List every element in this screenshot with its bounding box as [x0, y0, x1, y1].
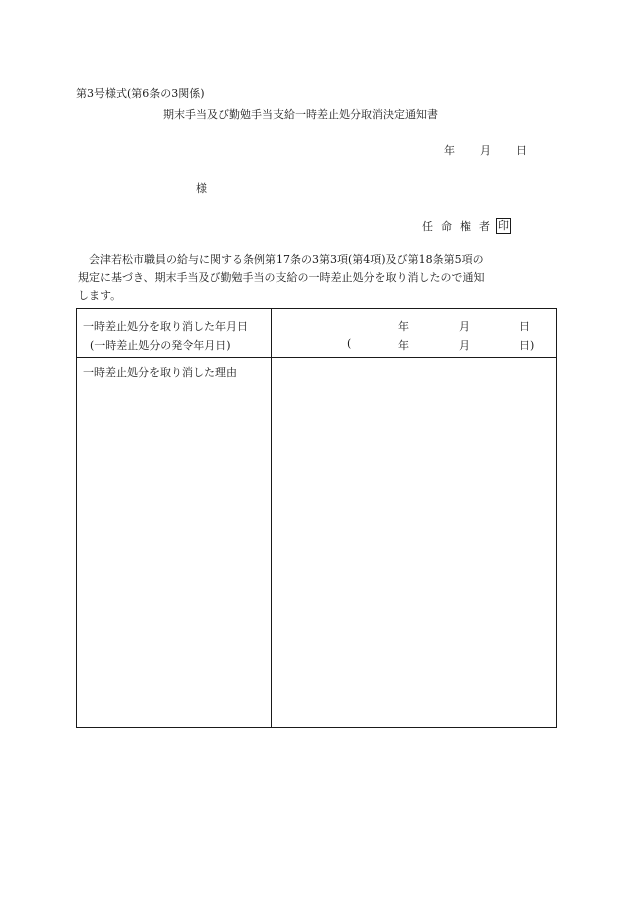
cancellation-date-month: 月 — [459, 320, 470, 333]
suspension-order-date-day: 日) — [519, 339, 535, 352]
appointer-label: 任命権者 — [422, 220, 498, 233]
issue-date-year: 年 — [444, 144, 455, 157]
suspension-order-date-year: 年 — [398, 339, 409, 352]
notice-body-line: します。 — [78, 289, 122, 302]
form-number: 第3号様式(第6条の3関係) — [76, 87, 205, 100]
addressee-honorific: 様 — [196, 182, 207, 195]
issue-date-month: 月 — [480, 144, 491, 157]
suspension-order-date-label: (一時差止処分の発令年月日) — [90, 339, 231, 352]
document-title: 期末手当及び勤勉手当支給一時差止処分取消決定通知書 — [163, 108, 438, 121]
notice-body-line: 規定に基づき、期末手当及び勤勉手当の支給の一時差止処分を取り消したので通知 — [78, 271, 485, 284]
notice-body-line: 会津若松市職員の給与に関する条例第17条の3第3項(第4項)及び第18条第5項の — [89, 253, 484, 266]
seal-stamp: 印 — [498, 219, 509, 232]
appointer-signature — [422, 218, 511, 234]
cancellation-reason-field[interactable] — [277, 364, 552, 724]
cancellation-date-year: 年 — [398, 320, 409, 333]
table-row-divider — [77, 357, 556, 358]
cancellation-date-label: 一時差止処分を取り消した年月日 — [83, 320, 248, 333]
suspension-order-date-month: 月 — [459, 339, 470, 352]
cancellation-reason-label: 一時差止処分を取り消した理由 — [83, 366, 237, 379]
cancellation-date-day: 日 — [519, 320, 530, 333]
issue-date-day: 日 — [516, 144, 527, 157]
notice-body — [78, 251, 556, 305]
cancellation-details-table — [76, 308, 557, 728]
paren-open: ( — [347, 337, 352, 350]
table-column-divider — [271, 309, 272, 727]
